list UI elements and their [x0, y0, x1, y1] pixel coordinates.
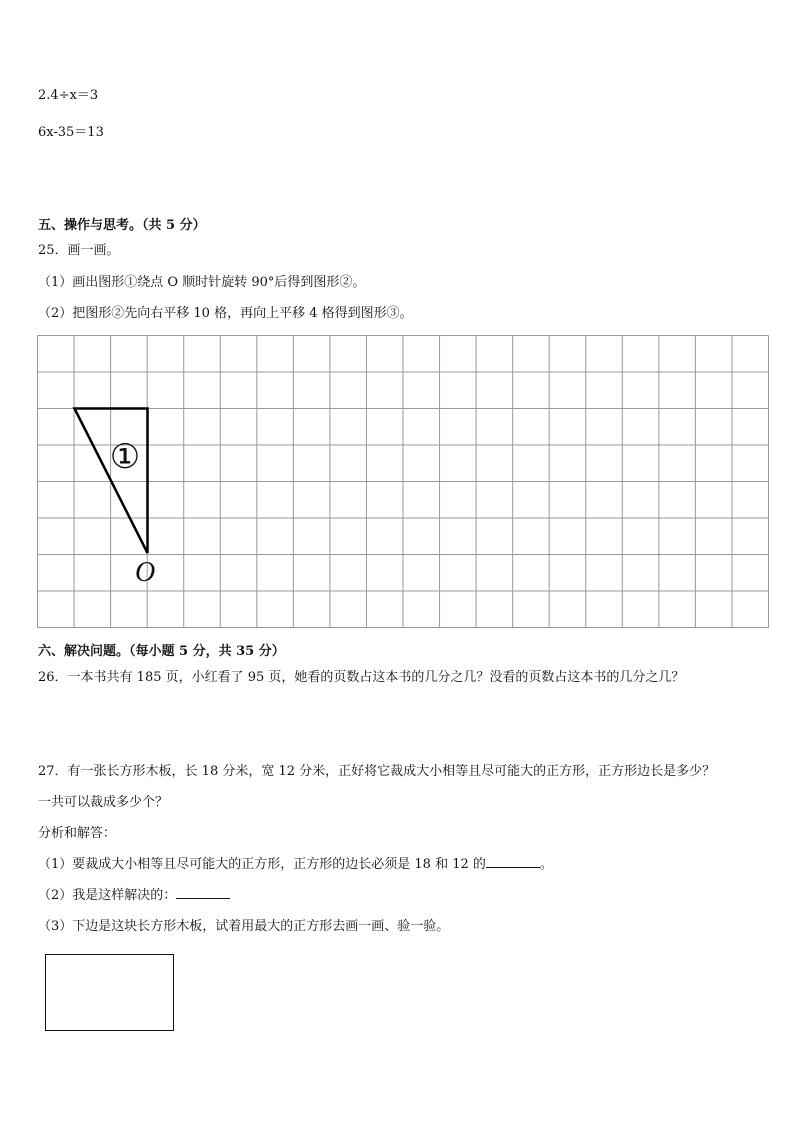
question-26-text: 26．一本书共有 185 页，小红看了 95 页，她看的页数占这本书的几分之几？没看的页数占这本书的几分之几？: [38, 670, 685, 685]
section-5-heading: 五、操作与思考。（共 5 分）: [38, 218, 206, 233]
part-2-text: （2）我是这样解决的：: [38, 888, 177, 903]
question-27-line-1: 27．有一张长方形木板，长 18 分米，宽 12 分米，正好将它裁成大小相等且尽可能大的正方形，正方形边长是多少？: [38, 764, 716, 779]
question-27-part-1: [38, 853, 553, 872]
question-27-part-2: [38, 884, 230, 903]
figure-1-label: ①: [109, 437, 141, 477]
question-27-line-2: 一共可以裁成多少个？: [38, 795, 169, 810]
section-6-heading: 六、解决问题。（每小题 5 分，共 35 分）: [38, 644, 285, 659]
point-o-label: O: [135, 557, 156, 588]
analysis-label: 分析和解答：: [38, 826, 117, 841]
question-27-part-3: （3）下边是这块长方形木板，试着用最大的正方形去画一画、验一验。: [38, 919, 450, 934]
equation-2: 6x-35＝13: [38, 125, 104, 140]
equation-1: 2.4÷x＝3: [38, 88, 99, 103]
answer-blank-2[interactable]: [176, 886, 230, 899]
rectangle-board[interactable]: [45, 954, 174, 1031]
drawing-grid[interactable]: [37, 335, 769, 628]
part-1-text: （1）要裁成大小相等且尽可能大的正方形，正方形的边长必须是 18 和 12 的: [38, 857, 486, 872]
part-1-end: 。: [539, 857, 553, 872]
question-25-part-1: （1）画出图形①绕点 O 顺时针旋转 90°后得到图形②。: [38, 275, 366, 290]
question-25-title: 25．画一画。: [38, 243, 120, 258]
question-25-part-2: （2）把图形②先向右平移 10 格，再向上平移 4 格得到图形③。: [38, 306, 413, 321]
answer-blank-1[interactable]: [486, 855, 540, 868]
